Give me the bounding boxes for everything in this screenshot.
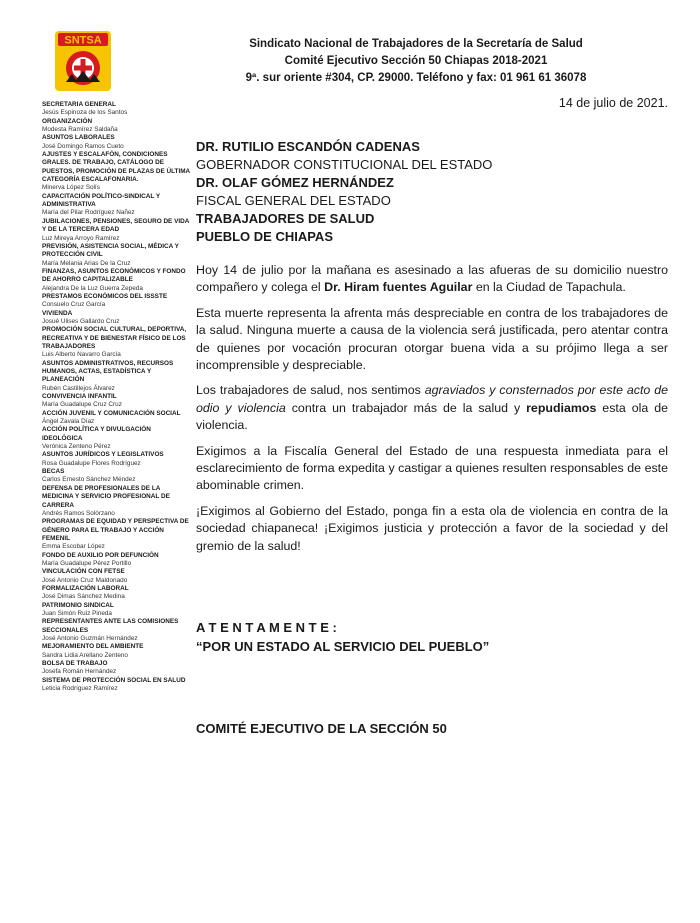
committee-entry (42, 643, 192, 660)
p3-bold: repudiamos (526, 400, 597, 415)
committee-position: BOLSA DE TRABAJO (42, 660, 108, 668)
committee-entry (42, 134, 192, 151)
committee-member-name: Rubén Castillejos Álvarez (42, 384, 115, 392)
committee-position: MEJORAMIENTO DEL AMBIENTE (42, 643, 144, 651)
paragraph-5: ¡Exigimos al Gobierno del Estado, ponga fin a esta ola de violencia en contra de la sociedad chiapaneca! ¡Exigimos justicia y protección a favor de la sociedad y del gremio de la salud! (196, 503, 668, 553)
paragraph-4: Exigimos a la Fiscalía General del Estado de una respuesta inmediata para el esclarecimiento de forma expedita y castigar a quienes resulten responsables de este abominable crimen. (196, 443, 668, 493)
committee-entry (42, 243, 192, 268)
committee-position: PROGRAMAS DE EQUIDAD Y PERSPECTIVA DE GÉNERO PARA EL TRABAJO Y ACCIÓN FEMENIL (42, 518, 189, 542)
committee-entry (42, 151, 192, 193)
committee-member-name: Leticia Rodríguez Ramírez (42, 685, 118, 693)
committee-position: VINCULACIÓN CON FETSE (42, 568, 125, 576)
committee-position: CONVIVENCIA INFANTIL (42, 393, 117, 401)
committee-entry (42, 618, 192, 643)
recipients (196, 138, 668, 246)
committee-position: SECRETARIA GENERAL (42, 101, 116, 108)
committee-position: SISTEMA DE PROTECCIÓN SOCIAL EN SALUD (42, 676, 186, 684)
p3-text-a: Los trabajadores de salud, nos sentimos (196, 383, 425, 398)
committee-position: JUBILACIONES, PENSIONES, SEGURO DE VIDA Y DE LA TERCERA EDAD (42, 217, 190, 234)
committee-position: VIVIENDA (42, 309, 73, 317)
committee-member-name: María Melania Arias De la Cruz (42, 259, 131, 267)
committee-entry (42, 218, 192, 243)
committee-entry (42, 485, 192, 518)
committee-position: FONDO DE AUXILIO POR DEFUNCIÓN (42, 551, 159, 559)
committee-member-name: Rosa Guadalupe Flores Rodríguez (42, 459, 141, 467)
committee-member-name: José Domingo Ramos Cueto (42, 142, 124, 150)
recipient-title-2: FISCAL GENERAL DEL ESTADO (196, 193, 391, 208)
committee-member-name: José Antonio Cruz Maldonado (42, 576, 128, 584)
committee-member-name: María Guadalupe Cruz Cruz (42, 401, 122, 409)
committee-entry (42, 568, 192, 585)
union-logo (52, 30, 114, 92)
committee-entry (42, 518, 192, 551)
committee-member-name: Consuelo Cruz García (42, 301, 106, 309)
committee-member-name: Juan Simón Ruiz Pineda (42, 609, 112, 617)
committee-entry (42, 118, 192, 135)
committee-position: ASUNTOS LABORALES (42, 134, 115, 142)
letter-date: 14 de julio de 2021. (558, 96, 668, 110)
committee-member-name: Minerva López Solís (42, 184, 100, 192)
p3-text-c: contra un trabajador más de la salud y (285, 400, 527, 415)
committee-position: PRESTAMOS ECONÓMICOS DEL ISSSTE (42, 292, 168, 300)
committee-entry (42, 393, 192, 410)
p3-italic: agraviados y consternados por este acto de odio y violencia (196, 383, 668, 415)
p1-text-a: Hoy 14 de julio por la mañana es asesinado a las afueras de su domicilio nuestro compañero y colega el (196, 263, 668, 295)
committee-position: CAPACITACIÓN POLÍTICO-SINDICAL Y ADMINISTRATIVA (42, 192, 160, 209)
committee-entry (42, 468, 192, 485)
committee-member-name: Josefa Román Hernández (42, 668, 117, 676)
committee-member-name: Josué Ulises Gallardo Cruz (42, 317, 120, 325)
committee-list (42, 101, 192, 693)
committee-position: ACCIÓN POLÍTICA Y DIVULGACIÓN IDEOLÓGICA (42, 426, 151, 442)
committee-entry (42, 410, 192, 427)
committee-entry (42, 602, 192, 619)
committee-member-name: Luz Mireya Arroyo Ramírez (42, 234, 120, 242)
committee-member-name: Andrés Ramos Solórzano (42, 509, 115, 517)
committee-position: FINANZAS, ASUNTOS ECONÓMICOS Y FONDO DE AHORRO CAPITALIZABLE (42, 267, 186, 284)
paragraph-1 (196, 262, 668, 297)
recipient-title-1: GOBERNADOR CONSTITUCIONAL DEL ESTADO (196, 157, 493, 172)
committee-position: PATRIMONIO SINDICAL (42, 601, 114, 609)
p1-text-c: en la Ciudad de Tapachula. (472, 280, 626, 295)
committee-position: ACCIÓN JUVENIL Y COMUNICACIÓN SOCIAL (42, 409, 181, 417)
committee-entry (42, 293, 192, 310)
p1-victim-name: Dr. Hiram fuentes Aguilar (324, 280, 473, 295)
signature-committee: COMITÉ EJECUTIVO DE LA SECCIÓN 50 (196, 721, 447, 736)
committee-entry (42, 677, 192, 694)
committee-entry (42, 268, 192, 293)
committee-member-name: María Guadalupe Pérez Portillo (42, 559, 132, 567)
letterhead-line-1: Sindicato Nacional de Trabajadores de la Secretaría de Salud (249, 38, 583, 50)
committee-position: BECAS (42, 468, 65, 476)
committee-member-name: Verónica Zenteno Pérez (42, 443, 111, 451)
committee-member-name: Carlos Ernesto Sánchez Méndez (42, 476, 136, 484)
committee-member-name: Alejandra De la Luz Guerra Zepeda (42, 284, 143, 292)
committee-member-name: Modesta Ramírez Saldaña (42, 126, 118, 134)
committee-entry (42, 360, 192, 393)
committee-entry (42, 426, 192, 451)
committee-entry (42, 326, 192, 359)
committee-entry (42, 193, 192, 218)
committee-position: FORMALIZACIÓN LABORAL (42, 584, 129, 592)
committee-member-name: José Dimas Sánchez Medina (42, 593, 125, 601)
recipient-name-1: DR. RUTILIO ESCANDÓN CADENAS (196, 139, 420, 154)
letterhead-line-2: Comité Ejecutivo Sección 50 Chiapas 2018-2021 (284, 55, 548, 67)
letter-body (196, 138, 668, 555)
committee-position: PROMOCIÓN SOCIAL CULTURAL, DEPORTIVA, RECREATIVA Y DE BIENESTAR FÍSICO DE LOS TRABAJADORES (42, 326, 187, 350)
committee-member-name: Emma Escobar López (42, 543, 105, 551)
committee-position: REPRESENTANTES ANTE LAS COMISIONES SECCIONALES (42, 618, 179, 634)
committee-position: DEFENSA DE PROFESIONALES DE LA MEDICINA Y SERVICIO PROFESIONAL DE CARRERA (42, 484, 170, 509)
committee-entry (42, 451, 192, 468)
committee-member-name: María del Pilar Rodríguez Nañez (42, 209, 135, 217)
committee-position: ASUNTOS ADMINISTRATIVOS, RECURSOS HUMANOS, ACTAS, ESTADÍSTICA Y PLANEACIÓN (42, 359, 174, 384)
committee-position: AJUSTES Y ESCALAFÓN, CONDICIONES GRALES. DE TRABAJO, CATÁLOGO DE PUESTOS, PROMOCIÓN DE PLAZAS DE ÚLTIMA CATEGORÍA ESCALAFONARIA. (42, 151, 190, 184)
committee-entry (42, 310, 192, 327)
paragraph-2: Esta muerte representa la afrenta más despreciable en contra de los trabajadores de la salud. Ninguna muerte a causa de la violencia será justificada, pero atentar contra de quienes por vocación procuran otorgar buena vida a su prójimo llega a ser incomprensible y despreciable. (196, 305, 668, 373)
paragraph-3 (196, 382, 668, 434)
logo-text: SNTSA (64, 34, 102, 47)
committee-member-name: José Antonio Guzmán Hernández (42, 635, 138, 642)
letterhead-line-3: 9ª. sur oriente #304, CP. 29000. Teléfono y fax: 01 961 61 36078 (245, 72, 587, 84)
committee-position: PREVISIÓN, ASISTENCIA SOCIAL, MÉDICA Y PROTECCIÓN CIVIL (42, 242, 179, 259)
letterhead (200, 36, 632, 87)
p3-text-e: esta ola de violencia. (196, 400, 668, 433)
committee-entry (42, 552, 192, 569)
committee-entry (42, 585, 192, 602)
committee-entry (42, 660, 192, 677)
recipient-line-6: PUEBLO DE CHIAPAS (196, 229, 333, 244)
closing-atentamente: A T E N T A M E N T E : (196, 620, 337, 635)
committee-position: ASUNTOS JURÍDICOS Y LEGISLATIVOS (42, 451, 164, 459)
recipient-line-5: TRABAJADORES DE SALUD (196, 211, 375, 226)
committee-member-name: Luis Alberto Navarro García (42, 351, 121, 359)
recipient-name-2: DR. OLAF GÓMEZ HERNÁNDEZ (196, 175, 394, 190)
committee-member-name: Ángel Zavala Díaz (42, 418, 95, 426)
committee-entry (42, 101, 192, 118)
committee-member-name: Jesús Espinoza de los Santos (42, 109, 128, 117)
committee-position: ORGANIZACIÓN (42, 117, 93, 125)
committee-member-name: Sandra Lidia Arellano Zenteno (42, 651, 128, 659)
closing-slogan: “POR UN ESTADO AL SERVICIO DEL PUEBLO” (196, 639, 490, 654)
